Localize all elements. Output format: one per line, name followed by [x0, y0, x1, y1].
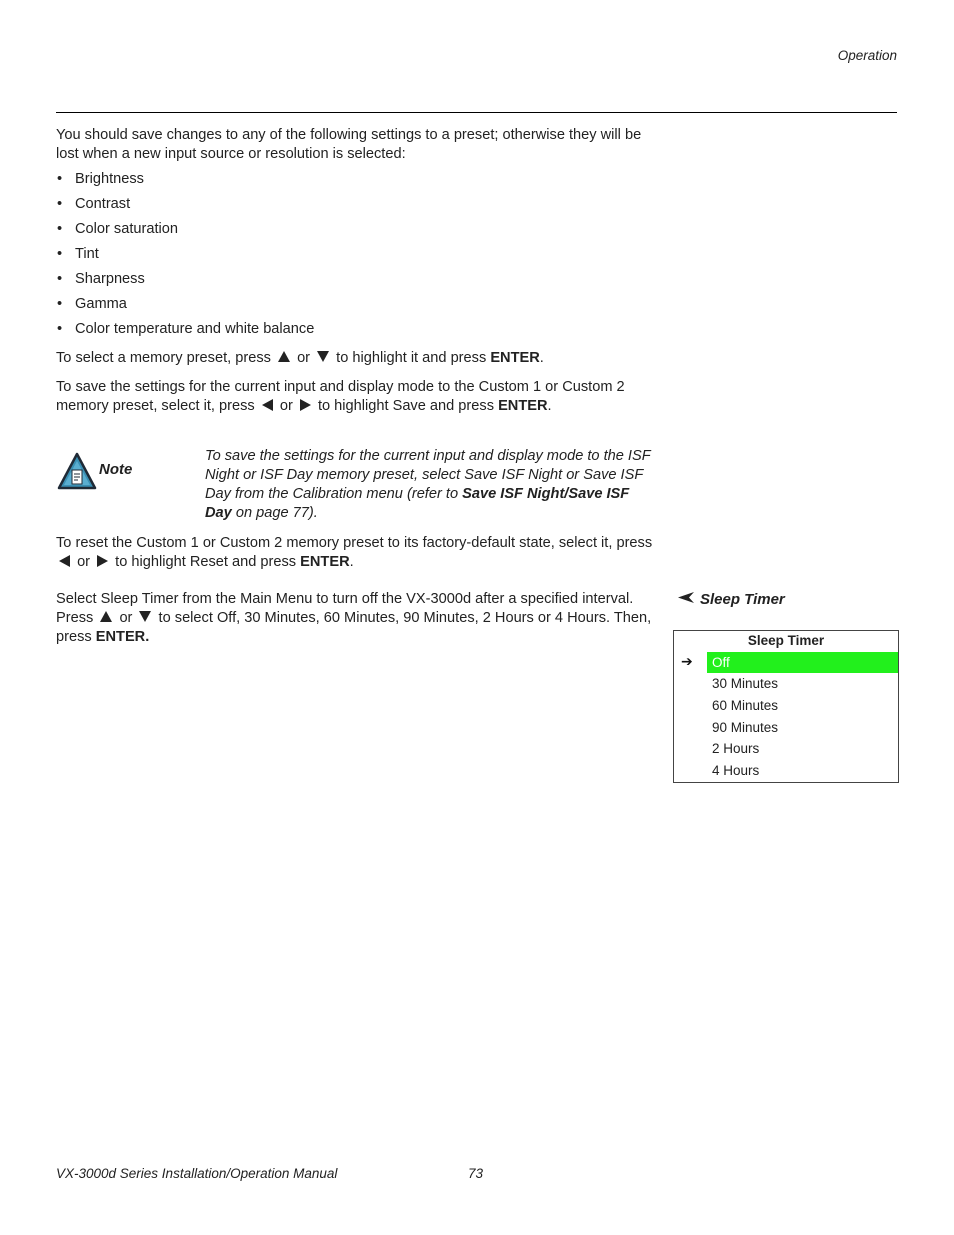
- note-text: To save the settings for the current input and display mode to the ISF Night or ISF Day memory preset, select Save ISF Night or Save ISF Day from the Calibration menu (refer to Save ISF Night/Save ISF Day on page 77).: [205, 448, 651, 521]
- list-item: • Brightness: [57, 171, 144, 187]
- note-label: Note: [99, 461, 133, 478]
- sleep-timer-heading: Sleep Timer: [678, 590, 785, 609]
- menu-item-4-hours[interactable]: 4 Hours: [712, 763, 760, 778]
- sleep-timer-paragraph: Select Sleep Timer from the Main Menu to turn off the VX-3000d after a specified interval. Press or to select Off, 30 Minutes, 60 Minutes, 90 Minutes, 2 Hours or 4 Hours. Then, press ENTER.: [56, 591, 652, 645]
- sleep-timer-menu: [673, 630, 899, 783]
- menu-title: Sleep Timer: [747, 633, 825, 648]
- left-arrow-icon: [59, 555, 70, 567]
- list-item: • Sharpness: [57, 271, 145, 287]
- running-header-section: Operation: [837, 48, 897, 63]
- section-marker-icon: [678, 589, 694, 608]
- note-reference: Save ISF Night/Save ISF Day: [205, 486, 630, 521]
- menu-item-2-hours[interactable]: 2 Hours: [712, 741, 760, 756]
- list-item: • Gamma: [57, 296, 127, 312]
- menu-item-30-minutes[interactable]: 30 Minutes: [712, 676, 779, 691]
- down-arrow-icon: [139, 611, 151, 622]
- reset-custom-paragraph: To reset the Custom 1 or Custom 2 memory preset to its factory-default state, select it, press or to highlight Reset and press ENTER.: [56, 535, 653, 570]
- list-item: • Contrast: [57, 196, 131, 212]
- note-icon: [57, 452, 97, 490]
- footer-manual-title: VX-3000d Series Installation/Operation Manual: [56, 1166, 338, 1181]
- select-preset-paragraph: To select a memory preset, press or to highlight it and press ENTER.: [56, 350, 544, 366]
- page-number: 73: [468, 1166, 484, 1181]
- list-item: • Tint: [57, 246, 99, 262]
- list-item: • Color saturation: [57, 221, 179, 237]
- selection-arrow-icon: ➔: [681, 653, 693, 669]
- menu-item-off[interactable]: Off: [707, 652, 898, 673]
- right-arrow-icon: [300, 399, 311, 411]
- save-custom-paragraph: To save the settings for the current input and display mode to the Custom 1 or Custom 2 memory preset, select it, press or to highlight Save and press ENTER.: [56, 379, 625, 414]
- settings-bullet-list: [56, 170, 314, 345]
- header-rule: [56, 112, 897, 113]
- up-arrow-icon: [278, 351, 290, 362]
- menu-item-60-minutes[interactable]: 60 Minutes: [712, 698, 779, 713]
- left-arrow-icon: [262, 399, 273, 411]
- menu-item-90-minutes[interactable]: 90 Minutes: [712, 720, 779, 735]
- down-arrow-icon: [317, 351, 329, 362]
- intro-paragraph: You should save changes to any of the following settings to a preset; otherwise they will be lost when a new input source or resolution is selected:: [56, 127, 642, 162]
- up-arrow-icon: [100, 611, 112, 622]
- list-item: • Color temperature and white balance: [57, 321, 315, 337]
- right-arrow-icon: [97, 555, 108, 567]
